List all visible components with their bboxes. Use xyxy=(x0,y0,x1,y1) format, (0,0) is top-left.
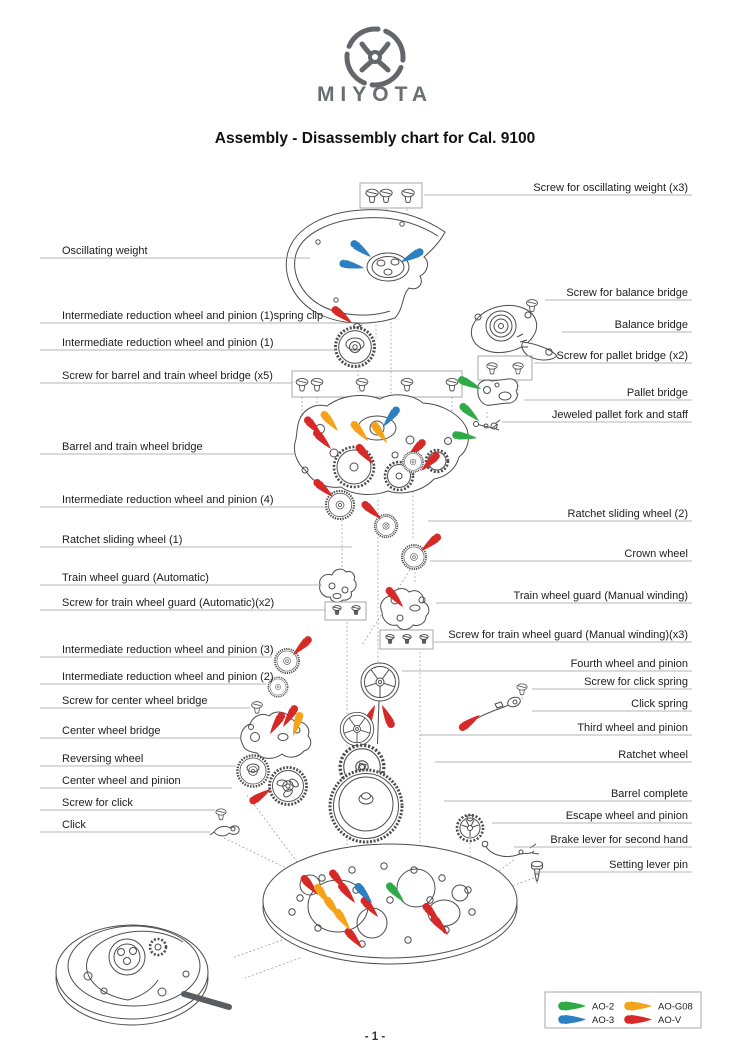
page-title: Assembly - Disassembly chart for Cal. 9100 xyxy=(214,130,536,147)
part-label: Screw for barrel and train wheel bridge (x5) xyxy=(62,370,273,382)
part-label: Pallet bridge xyxy=(626,387,688,399)
screw-box-pallet-bridge xyxy=(478,356,532,380)
legend-arrow-aov-icon xyxy=(624,1015,652,1024)
screw-box-oscillating-weight xyxy=(360,183,422,208)
part-label: Brake lever for second hand xyxy=(550,834,688,846)
part-label: Center wheel and pinion xyxy=(62,775,181,787)
part-label: Train wheel guard (Manual winding) xyxy=(513,590,688,602)
escape-wheel-drawing xyxy=(457,815,483,841)
part-label: Click xyxy=(62,819,86,831)
part-label: Intermediate reduction wheel and pinion (3) xyxy=(62,644,274,656)
oscillating-weight-drawing xyxy=(286,210,445,323)
part-label: Setting lever pin xyxy=(609,859,688,871)
oil-legend xyxy=(545,992,701,1028)
part-label: Reversing wheel xyxy=(62,753,144,765)
barrel-complete-drawing xyxy=(330,770,402,842)
barrel-train-bridge-drawing xyxy=(294,395,468,495)
part-label: Intermediate reduction wheel and pinion (1)spring clip xyxy=(62,310,324,322)
part-label: Jeweled pallet fork and staff xyxy=(551,409,688,421)
reversing-wheel-drawing xyxy=(237,755,268,786)
part-label: Intermediate reduction wheel and pinion (2) xyxy=(62,671,274,683)
pallet-bridge-drawing xyxy=(457,375,518,406)
legend-label: AO-3 xyxy=(592,1015,615,1026)
balance-bridge-drawing xyxy=(467,300,557,360)
part-label: Click spring xyxy=(631,698,688,710)
part-label: Third wheel and pinion xyxy=(577,722,688,734)
intermediate-wheel-1-drawing xyxy=(336,328,375,367)
main-plate-drawing xyxy=(263,844,517,964)
part-label: Screw for train wheel guard (Manual winding)(x3) xyxy=(448,629,688,641)
click-drawing xyxy=(210,809,239,836)
part-label: Fourth wheel and pinion xyxy=(570,658,688,670)
third-wheel-drawing xyxy=(340,712,373,745)
legend-arrow-aog08-icon xyxy=(624,1001,652,1010)
part-label: Escape wheel and pinion xyxy=(565,810,688,822)
part-label: Crown wheel xyxy=(624,548,688,560)
part-label: Screw for train wheel guard (Automatic)(x2) xyxy=(62,597,275,609)
oil-arrow-red xyxy=(457,712,482,733)
oil-arrow-red xyxy=(378,703,396,729)
legend-arrow-ao2-icon xyxy=(558,1001,586,1010)
legend-arrow-ao3-icon xyxy=(558,1015,586,1024)
part-label: Screw for click xyxy=(62,797,133,809)
ratchet-sliding-wheel-1-drawing xyxy=(360,499,398,537)
legend-label: AO-V xyxy=(658,1015,682,1026)
right-label-column xyxy=(402,182,692,872)
part-label: Screw for center wheel bridge xyxy=(62,695,208,707)
assembled-movement-drawing xyxy=(56,925,229,1025)
part-label: Intermediate reduction wheel and pinion (4) xyxy=(62,494,274,506)
part-label: Balance bridge xyxy=(614,319,688,331)
part-label: Ratchet sliding wheel (1) xyxy=(62,534,183,546)
brake-lever-drawing xyxy=(482,841,539,856)
legend-label: AO-2 xyxy=(592,1001,615,1013)
part-label: Ratchet wheel xyxy=(618,749,688,761)
train-wheel-guard-manual-drawing xyxy=(380,585,433,649)
ratchet-sliding-wheel-2-drawing xyxy=(403,452,423,472)
part-label: Oscillating weight xyxy=(62,245,148,257)
train-wheel-guard-auto-drawing xyxy=(320,569,366,620)
part-label: Screw for click spring xyxy=(584,676,688,688)
brand-wordmark: MIYOTA xyxy=(316,83,434,106)
logo-loop-icon xyxy=(370,52,380,62)
oil-arrow-red xyxy=(290,634,314,658)
part-label: Screw for balance bridge xyxy=(566,287,688,299)
part-label: Ratchet sliding wheel (2) xyxy=(567,508,688,520)
center-wheel-bridge-drawing xyxy=(241,702,311,759)
part-label: Intermediate reduction wheel and pinion (1) xyxy=(62,337,274,349)
part-label: Screw for oscillating weight (x3) xyxy=(533,182,688,194)
intermediate-wheel-3-drawing xyxy=(275,634,314,673)
part-label: Screw for pallet bridge (x2) xyxy=(556,350,688,362)
part-label: Train wheel guard (Automatic) xyxy=(62,572,209,584)
part-label: Center wheel bridge xyxy=(62,725,161,737)
part-label: Barrel and train wheel bridge xyxy=(62,441,203,453)
legend-label: AO-G08 xyxy=(658,1001,693,1013)
click-spring-drawing xyxy=(457,684,527,733)
oil-arrow-red xyxy=(360,499,384,522)
screw-box-barrel-bridge xyxy=(292,371,462,397)
part-label: Barrel complete xyxy=(610,788,688,800)
crown-wheel-drawing xyxy=(402,532,443,569)
page-number: - 1 - xyxy=(364,1031,386,1043)
